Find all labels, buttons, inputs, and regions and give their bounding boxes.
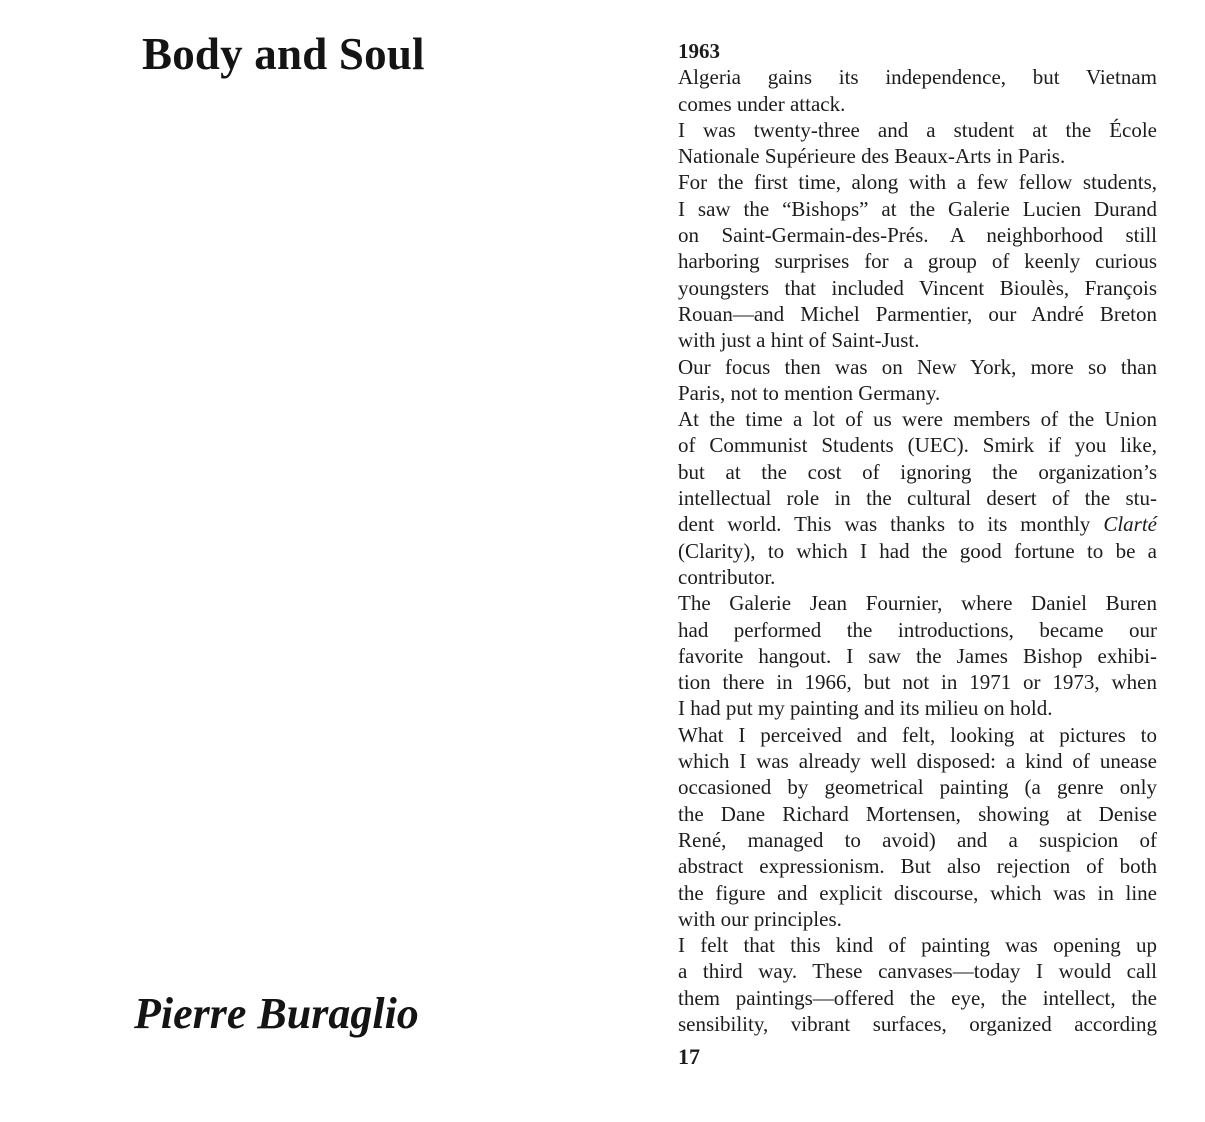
- text-line: a third way. These canvases—today I would call: [678, 959, 1157, 984]
- text-line: youngsters that included Vincent Bioulès, François: [678, 275, 1157, 300]
- author-name: Pierre Buraglio: [134, 989, 419, 1038]
- text-line: I was twenty-three and a student at the École: [678, 117, 1157, 142]
- paragraph: [678, 722, 1157, 932]
- text-line: René, managed to avoid) and a suspicion of: [678, 827, 1157, 852]
- text-line: [678, 511, 1157, 537]
- text-line: with just a hint of Saint-Just.: [678, 328, 920, 353]
- text-line: Our focus then was on New York, more so than: [678, 354, 1157, 379]
- text-line: the figure and explicit discourse, which was in line: [678, 880, 1157, 905]
- text-line: Paris, not to mention Germany.: [678, 380, 941, 405]
- text-line: tion there in 1966, but not in 1971 or 1973, when: [678, 670, 1157, 695]
- paragraph: [678, 64, 1157, 117]
- text-line: intellectual role in the cultural desert of the stu-: [678, 486, 1157, 511]
- text-line: harboring surprises for a group of keenly curious: [678, 249, 1157, 274]
- text-line: (Clarity), to which I had the good fortune to be a: [678, 538, 1157, 563]
- text-line: For the first time, along with a few fellow students,: [678, 170, 1157, 195]
- text-line: them paintings—offered the eye, the intellect, the: [678, 985, 1157, 1010]
- text-line: contributor.: [678, 564, 776, 589]
- paragraph: [678, 406, 1157, 590]
- text-line: favorite hangout. I saw the James Bishop exhibi-: [678, 643, 1157, 668]
- text-line: I saw the “Bishops” at the Galerie Lucien Durand: [678, 196, 1157, 221]
- text-line: the Dane Richard Mortensen, showing at Denise: [678, 801, 1157, 826]
- text-line: comes under attack.: [678, 91, 846, 116]
- text-line: on Saint-Germain-des-Prés. A neighborhood still: [678, 223, 1157, 248]
- text-line: which I was already well disposed: a kind of unease: [678, 749, 1157, 774]
- text-line: had performed the introductions, became our: [678, 617, 1157, 642]
- article-column: [678, 38, 1157, 1037]
- paragraph: [678, 117, 1157, 170]
- text-line: The Galerie Jean Fournier, where Daniel Buren: [678, 591, 1157, 616]
- text-line: sensibility, vibrant surfaces, organized according: [678, 1011, 1157, 1036]
- text-line: I felt that this kind of painting was opening up: [678, 933, 1157, 958]
- page-number: 17: [678, 1044, 700, 1069]
- text-line: Rouan—and Michel Parmentier, our André Breton: [678, 301, 1157, 326]
- paragraph: [678, 354, 1157, 407]
- text-line: Nationale Supérieure des Beaux-Arts in Paris.: [678, 144, 1066, 169]
- text-line: 1963: [678, 39, 720, 63]
- text-line: but at the cost of ignoring the organization’s: [678, 459, 1157, 484]
- text-line: of Communist Students (UEC). Smirk if you like,: [678, 433, 1157, 458]
- paragraph: [678, 590, 1157, 721]
- paragraph: [678, 932, 1157, 1037]
- paragraph: [678, 38, 1157, 64]
- text-line: At the time a lot of us were members of the Union: [678, 407, 1157, 432]
- text-line: I had put my painting and its milieu on hold.: [678, 696, 1053, 721]
- text-line: What I perceived and felt, looking at pictures to: [678, 722, 1157, 747]
- italic-text-segment: Clarté: [1103, 512, 1157, 537]
- text-segment: dent world. This was thanks to its monthly: [678, 512, 1104, 537]
- text-line: abstract expressionism. But also rejection of both: [678, 854, 1157, 879]
- text-line: Algeria gains its independence, but Vietnam: [678, 65, 1157, 90]
- text-line: with our principles.: [678, 906, 842, 931]
- page-title: Body and Soul: [142, 29, 425, 79]
- text-line: occasioned by geometrical painting (a genre only: [678, 775, 1157, 800]
- paragraph: [678, 169, 1157, 353]
